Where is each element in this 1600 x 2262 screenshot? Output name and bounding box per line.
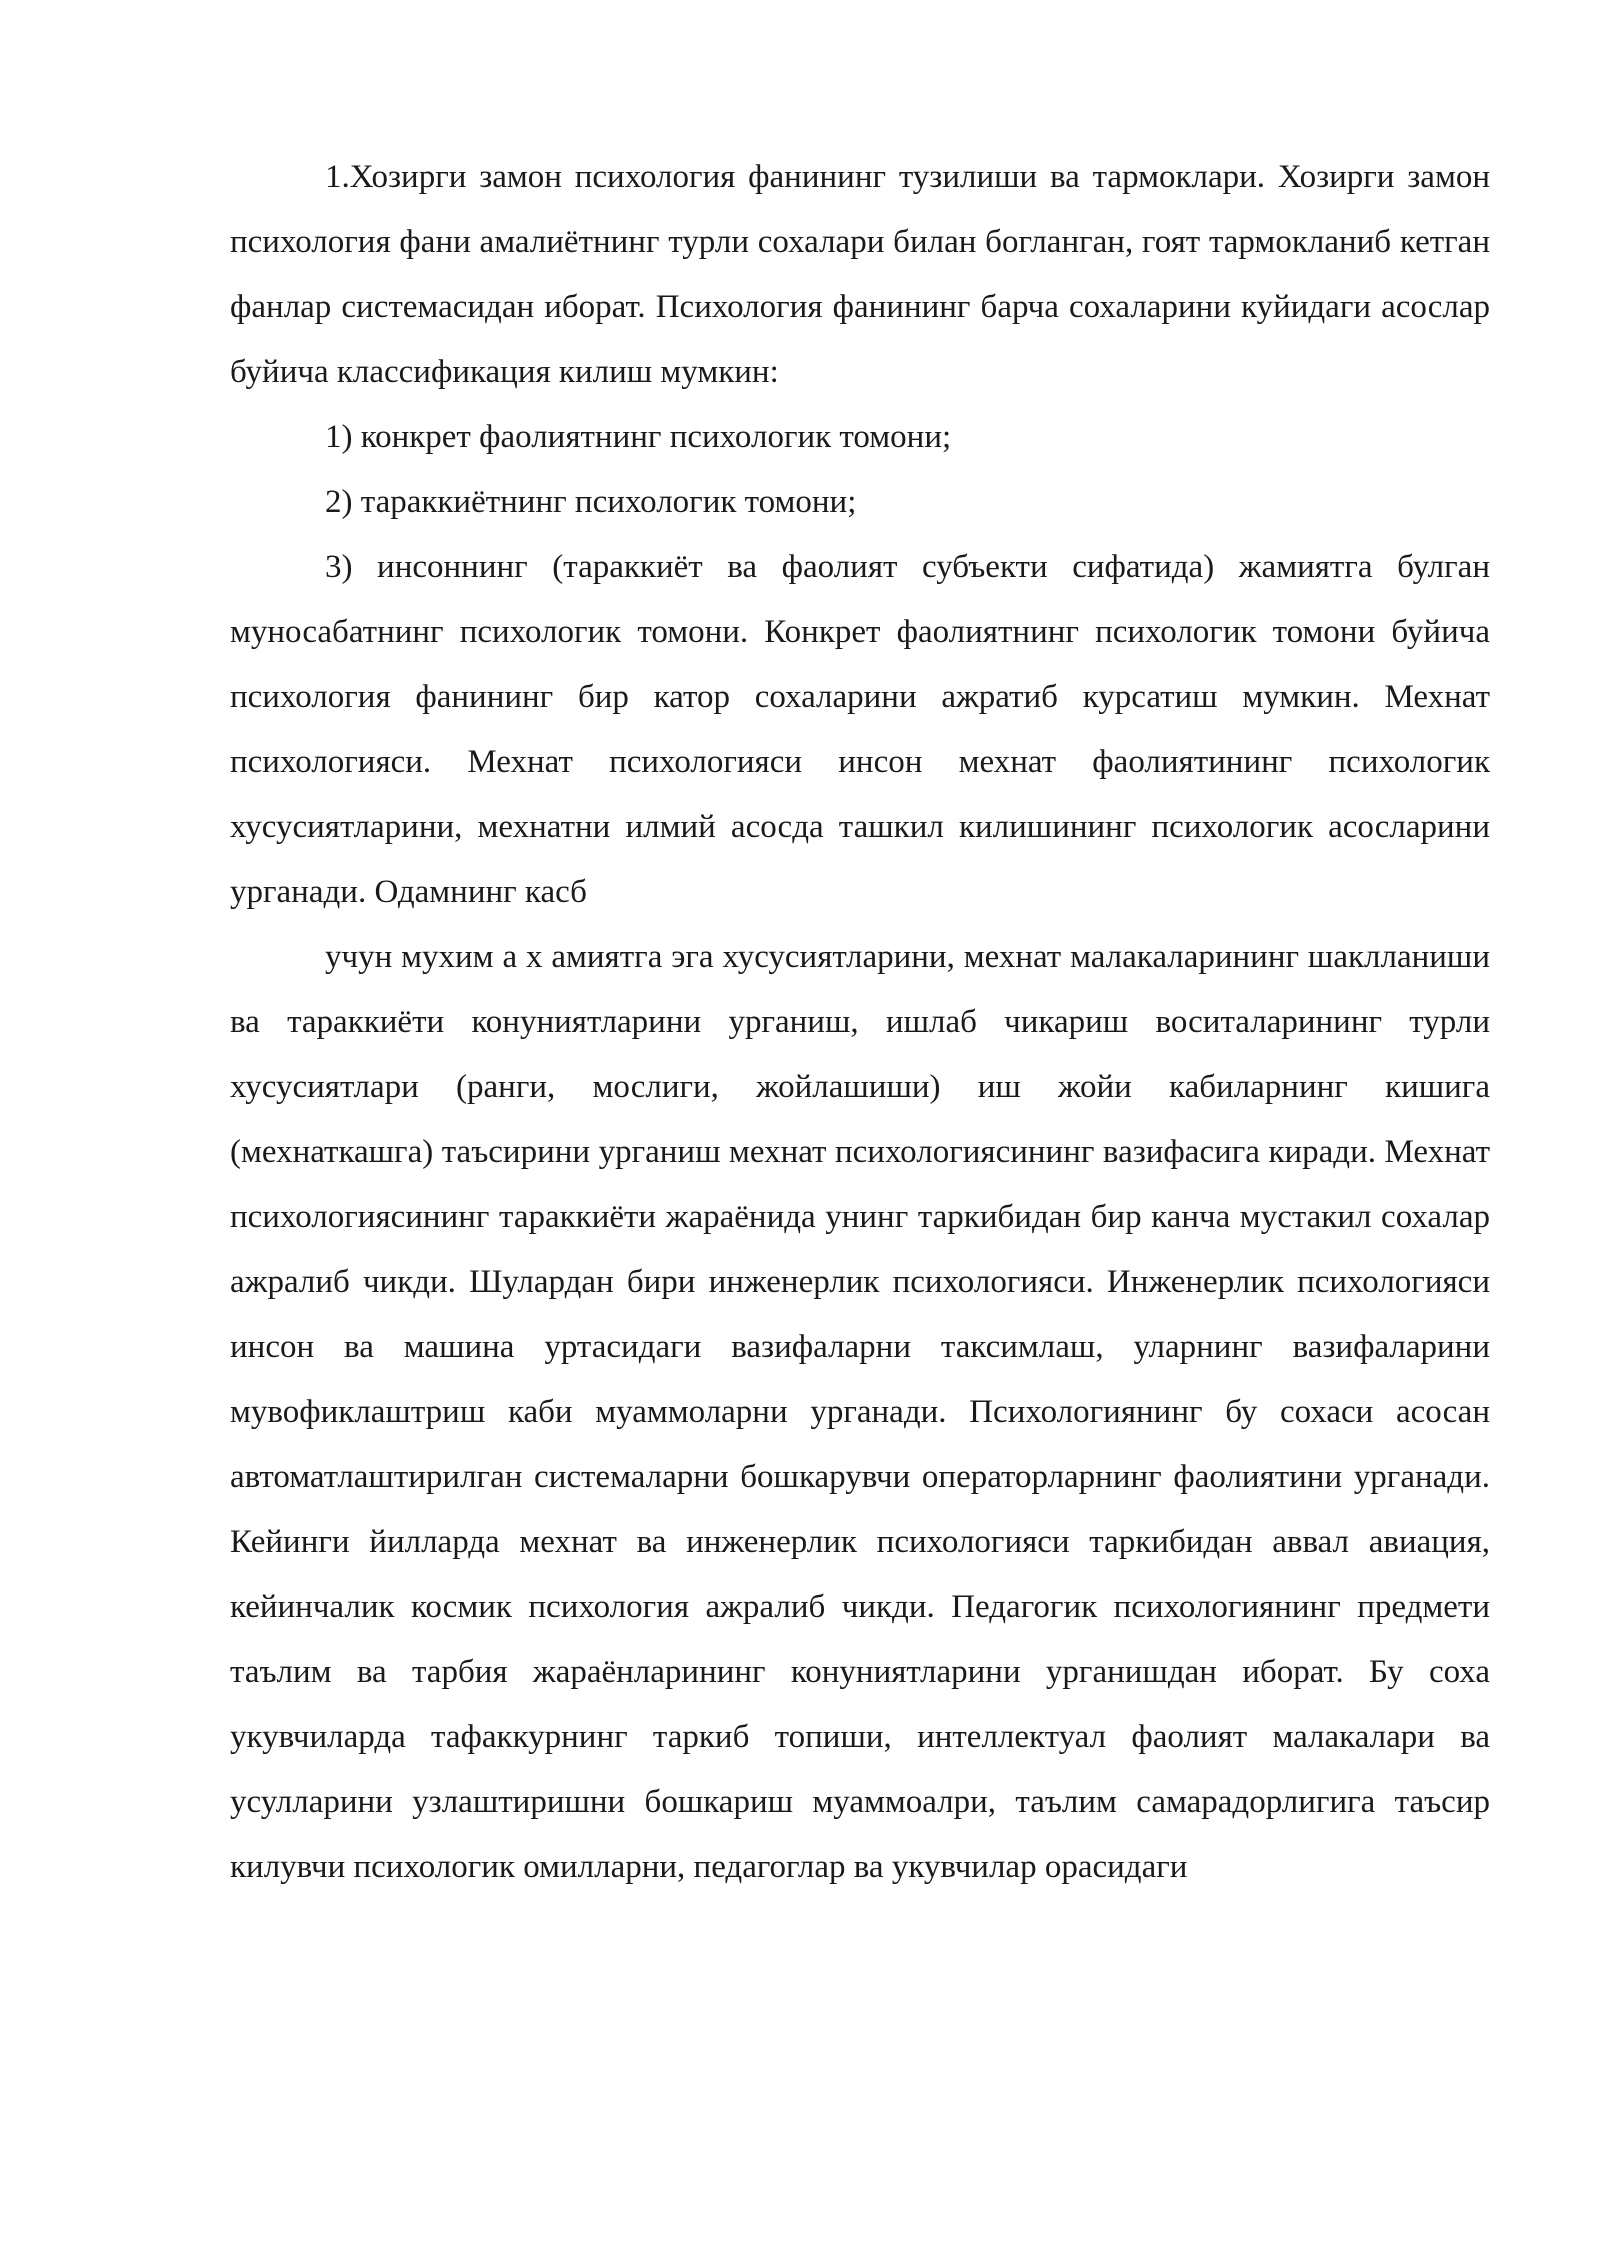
paragraph-list-item-3: 3) инсоннинг (тараккиёт ва фаолият субъекти сифатида) жамиятга булган муносабатнинг психологик томони. Конкрет фаолиятнинг психологик томони буйича психология фанининг бир катор сохаларини ажратиб курсатиш мумкин. Мехнат психологияси. Мехнат психологияси инсон мехнат фаолиятининг психологик хусусиятларини, мехнатни илмий асосда ташкил килишининг психологик асосларини урганади. Одамнинг касб — [230, 549, 1490, 910]
paragraph-intro: 1.Хозирги замон психология фанининг тузилиши ва тармоклари. Хозирги замон психология фани амалиётнинг турли сохалари билан богланган, гоят тармокланиб кетган фанлар системасидан иборат. Психология фанининг барча сохаларини куйидаги асослар буйича классификация килиш мумкин: — [230, 159, 1490, 390]
document-page — [230, 145, 1490, 1900]
paragraph-continuation: учун мухим а х амиятга эга хусусиятларини, мехнат малакаларининг шаклланиши ва тараккиёти конуниятларини урганиш, ишлаб чикариш воситаларининг турли хусусиятлари (ранги, мослиги, жойлашиши) иш жойи кабиларнинг кишига (мехнаткашга) таъсирини урганиш мехнат психологиясининг вазифасига киради. Мехнат психологиясининг тараккиёти жараёнида унинг таркибидан бир канча мустакил сохалар ажралиб чикди. Шулардан бири инженерлик психологияси. Инженерлик психологияси инсон ва машина уртасидаги вазифаларни таксимлаш, уларнинг вазифаларини мувофиклаштриш каби муаммоларни урганади. Психологиянинг бу сохаси асосан автоматлаштирилган системаларни бошкарувчи операторларнинг фаолиятини урганади. Кейинги йилларда мехнат ва инженерлик психологияси таркибидан аввал авиация, кейинчалик космик психология ажралиб чикди. Педагогик психологиянинг предмети таълим ва тарбия жараёнларининг конуниятларини урганишдан иборат. Бу соха укувчиларда тафаккурнинг таркиб топиши, интеллектуал фаолият малакалари ва усулларини узлаштиришни бошкариш муаммоалри, таълим самарадорлигига таъсир килувчи психологик омилларни, педагоглар ва укувчилар орасидаги — [230, 939, 1490, 1885]
list-item-2: 2) тараккиётнинг психологик томони; — [325, 484, 857, 520]
list-item-1: 1) конкрет фаолиятнинг психологик томони; — [325, 419, 952, 455]
